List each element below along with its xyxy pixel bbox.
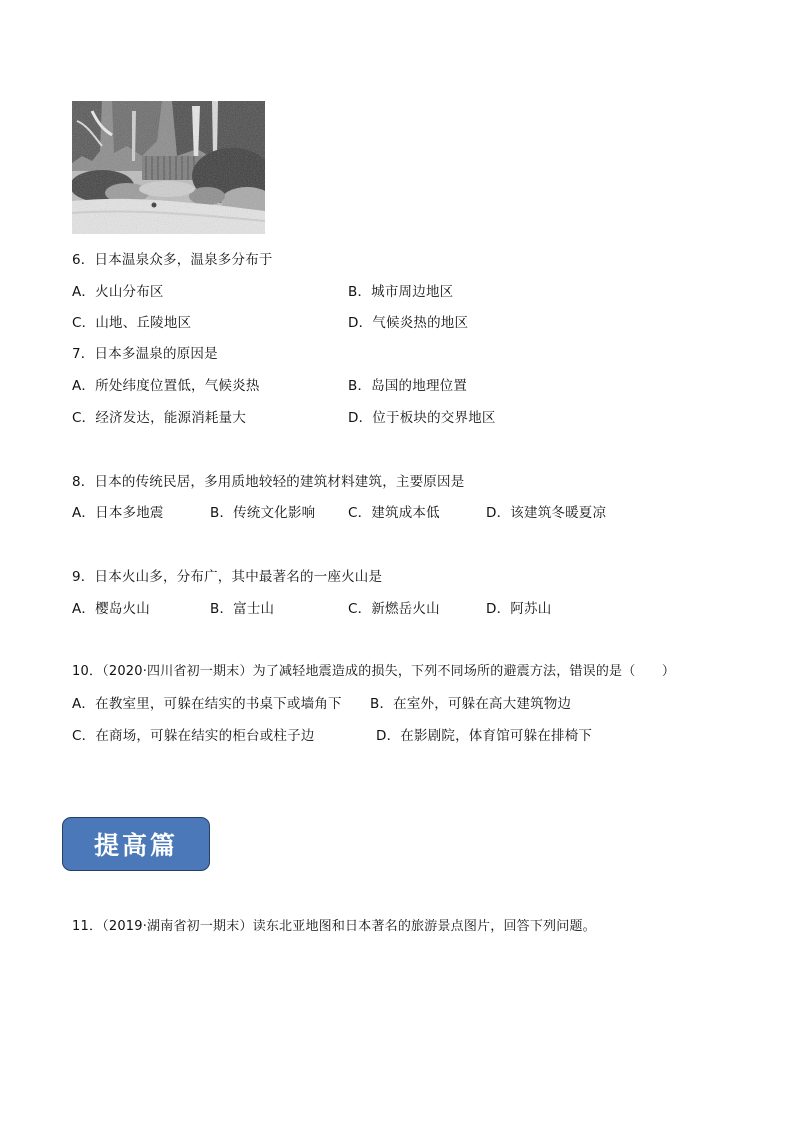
q7-option-b: B．岛国的地理位置 [348, 378, 468, 394]
q7-option-a: A．所处纬度位置低，气候炎热 [72, 378, 260, 394]
q11-stem: 11．（2019·湖南省初一期末）读东北亚地图和日本著名的旅游景点图片，回答下列问题。 [72, 919, 596, 934]
q9-option-a: A．樱岛火山 [72, 601, 150, 617]
hot-spring-photo [72, 101, 265, 234]
section-banner [62, 817, 210, 871]
q7-stem: 7．日本多温泉的原因是 [72, 346, 218, 362]
q10-option-b: B．在室外，可躲在高大建筑物边 [370, 696, 572, 712]
q9-option-c: C．新燃岳火山 [348, 601, 440, 617]
q7-option-c: C．经济发达，能源消耗量大 [72, 410, 247, 426]
q10-option-c: C．在商场，可躲在结实的柜台或柱子边 [72, 728, 315, 744]
q8-option-b: B．传统文化影响 [210, 505, 316, 521]
q6-stem: 6．日本温泉众多，温泉多分布于 [72, 252, 273, 268]
q10-option-a: A．在教室里，可躲在结实的书桌下或墙角下 [72, 696, 342, 712]
q9-option-b: B．富士山 [210, 601, 275, 617]
q8-option-d: D．该建筑冬暖夏凉 [486, 505, 607, 521]
section-title: 提高篇 [93, 831, 178, 860]
q8-option-c: C．建筑成本低 [348, 505, 440, 521]
q9-option-d: D．阿苏山 [486, 601, 552, 617]
q6-option-a: A．火山分布区 [72, 284, 164, 300]
q6-option-c: C．山地、丘陵地区 [72, 315, 192, 331]
q10-stem: 10．（2020·四川省初一期末）为了减轻地震造成的损失，下列不同场所的避震方法，错误的是（ ） [72, 664, 676, 679]
q8-stem: 8．日本的传统民居，多用质地较轻的建筑材料建筑，主要原因是 [72, 474, 465, 490]
q7-option-d: D．位于板块的交界地区 [348, 410, 496, 426]
q6-option-d: D．气候炎热的地区 [348, 315, 469, 331]
q6-option-b: B．城市周边地区 [348, 284, 454, 300]
q9-stem: 9．日本火山多，分布广，其中最著名的一座火山是 [72, 569, 383, 585]
q8-option-a: A．日本多地震 [72, 505, 164, 521]
q10-option-d: D．在影剧院，体育馆可躲在排椅下 [376, 728, 593, 744]
